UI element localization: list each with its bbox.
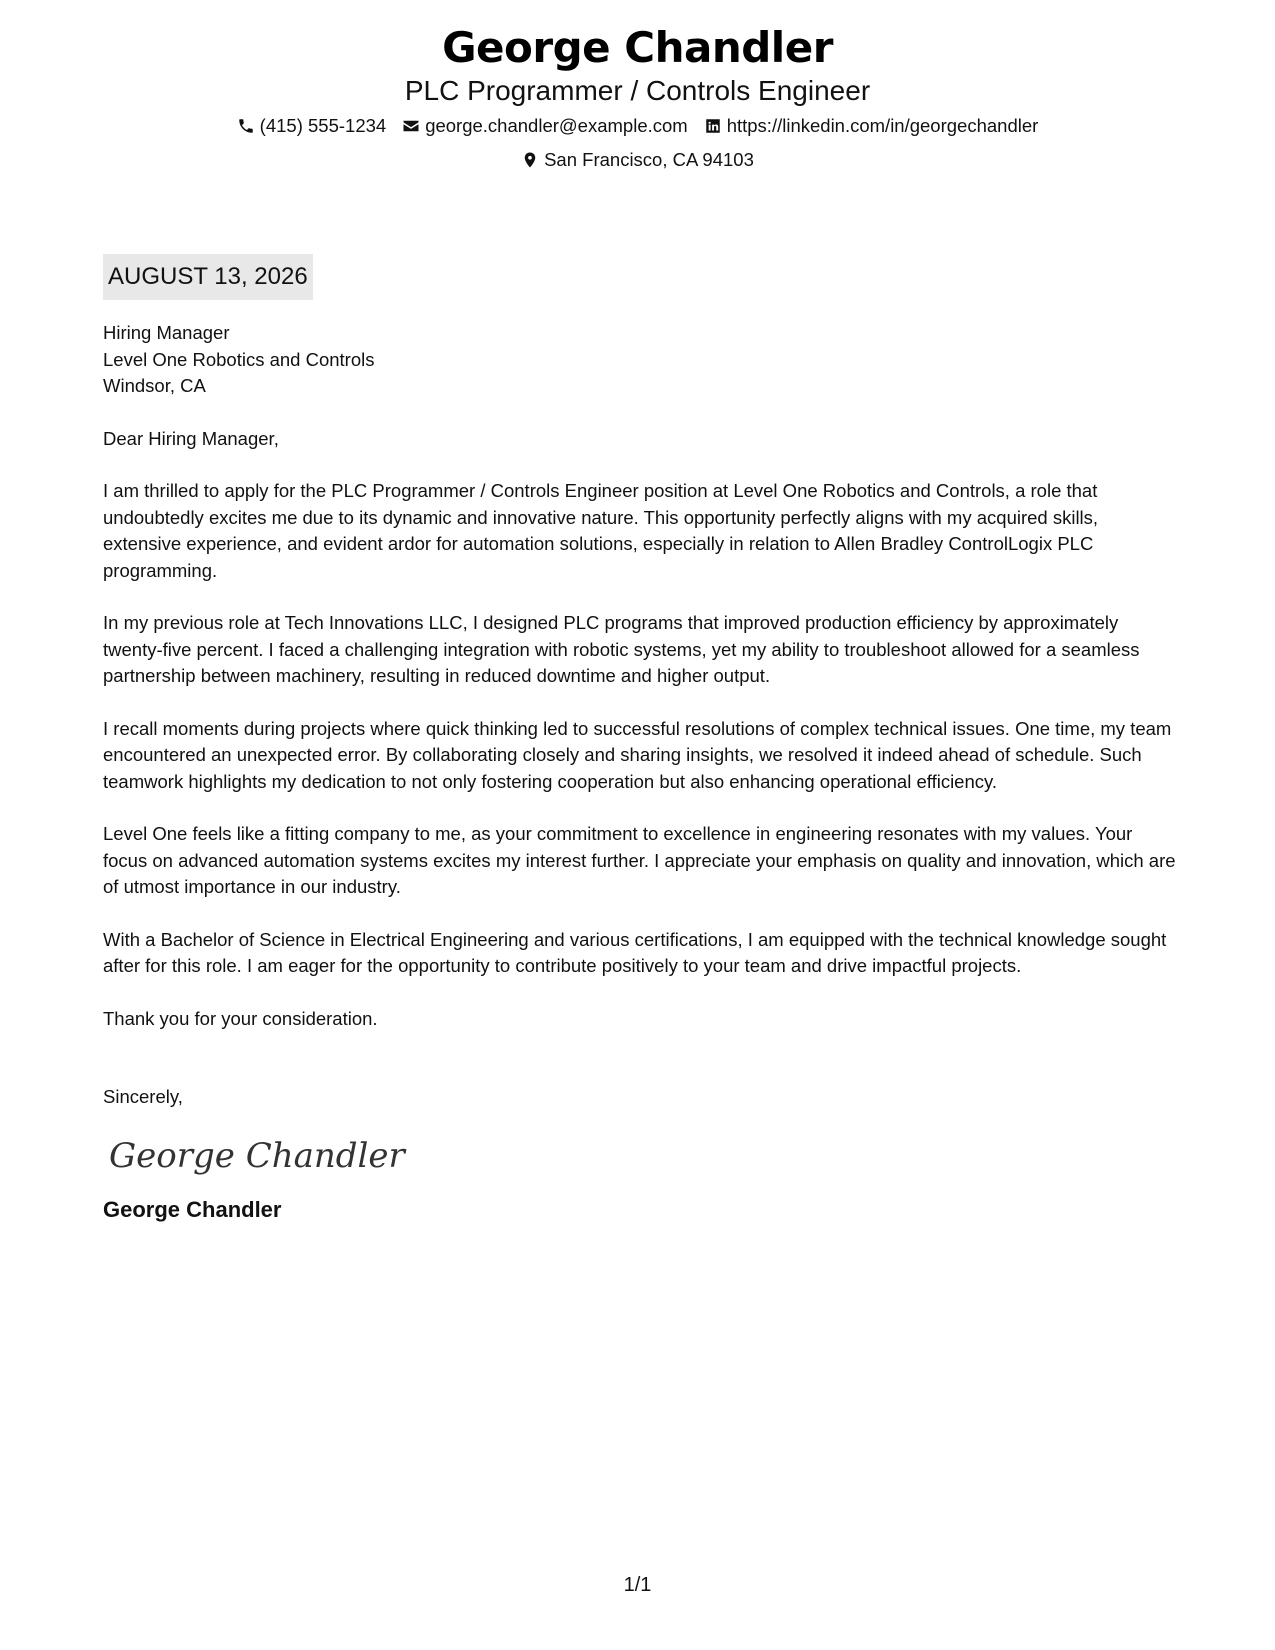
- signature-text: George Chandler: [109, 1135, 405, 1176]
- recipient-line: Hiring Manager: [103, 322, 230, 343]
- recipient-block: [103, 320, 1178, 400]
- letter-header: [0, 22, 1275, 176]
- contact-location: [521, 144, 754, 176]
- applicant-title: PLC Programmer / Controls Engineer: [404, 75, 871, 106]
- page-number: 1/1: [623, 1574, 652, 1596]
- body-paragraph: With a Bachelor of Science in Electrical Engineering and various certifications, I am equipped with the technical knowledge sought after for this role. I am eager for the opportunity to contribute positively to your team and drive impactful projects.: [103, 928, 1167, 976]
- phone-icon: [237, 117, 255, 135]
- recipient-line: Level One Robotics and Controls: [103, 348, 375, 370]
- map-marker-icon: [521, 151, 539, 169]
- recipient-line: Windsor, CA: [103, 375, 206, 396]
- handwritten-signature: [103, 1127, 1178, 1183]
- letter-body: [103, 254, 1178, 1225]
- body-paragraph: In my previous role at Tech Innovations LLC, I designed PLC programs that improved production efficiency by approximately twenty-five percent. I faced a challenging integration with robotic systems, yet my ability to troubleshoot allowed for a seamless partnership between machinery, resulting in reduced downtime and higher output.: [103, 612, 1140, 686]
- body-paragraph: Thank you for your consideration.: [103, 1007, 378, 1029]
- salutation: Dear Hiring Manager,: [103, 427, 279, 449]
- email-text: george.chandler@example.com: [425, 115, 688, 136]
- closing: Sincerely,: [103, 1086, 183, 1107]
- letter-date: AUGUST 13, 2026: [103, 254, 313, 300]
- body-paragraph: I am thrilled to apply for the PLC Programmer / Controls Engineer position at Level One Robotics and Controls, a role that undoubtedly excites me due to its dynamic and innovative nature. This opportunity perfectly aligns with my acquired skills, extensive experience, and evident ardor for automation solutions, especially in relation to Allen Bradley ControlLogix PLC programming.: [103, 480, 1099, 581]
- envelope-icon: [402, 117, 420, 135]
- linkedin-text: https://linkedin.com/in/georgechandler: [726, 115, 1039, 136]
- location-row: [0, 144, 1275, 176]
- contact-phone[interactable]: [237, 110, 387, 142]
- body-paragraph: Level One feels like a fitting company to me, as your commitment to excellence in engineering resonates with my values. Your focus on advanced automation systems excites my interest further. I appreciate your emphasis on quality and innovation, which are of utmost importance in our industry.: [103, 823, 1176, 897]
- location-text: San Francisco, CA 94103: [544, 149, 754, 170]
- contact-email[interactable]: [402, 110, 688, 142]
- body-paragraph: I recall moments during projects where quick thinking led to successful resolutions of complex technical issues. One time, my team encountered an unexpected error. By collaborating closely and sharing insights, we resolved it indeed ahead of schedule. Such teamwork highlights my dedication to not only fostering cooperation but also enhancing operational efficiency.: [103, 717, 1172, 792]
- applicant-name: George Chandler: [442, 23, 833, 72]
- contact-linkedin[interactable]: [704, 110, 1039, 142]
- linkedin-icon: [704, 117, 722, 135]
- phone-text: (415) 555-1234: [259, 115, 387, 136]
- contact-row: [0, 110, 1275, 142]
- signed-name: George Chandler: [103, 1196, 282, 1222]
